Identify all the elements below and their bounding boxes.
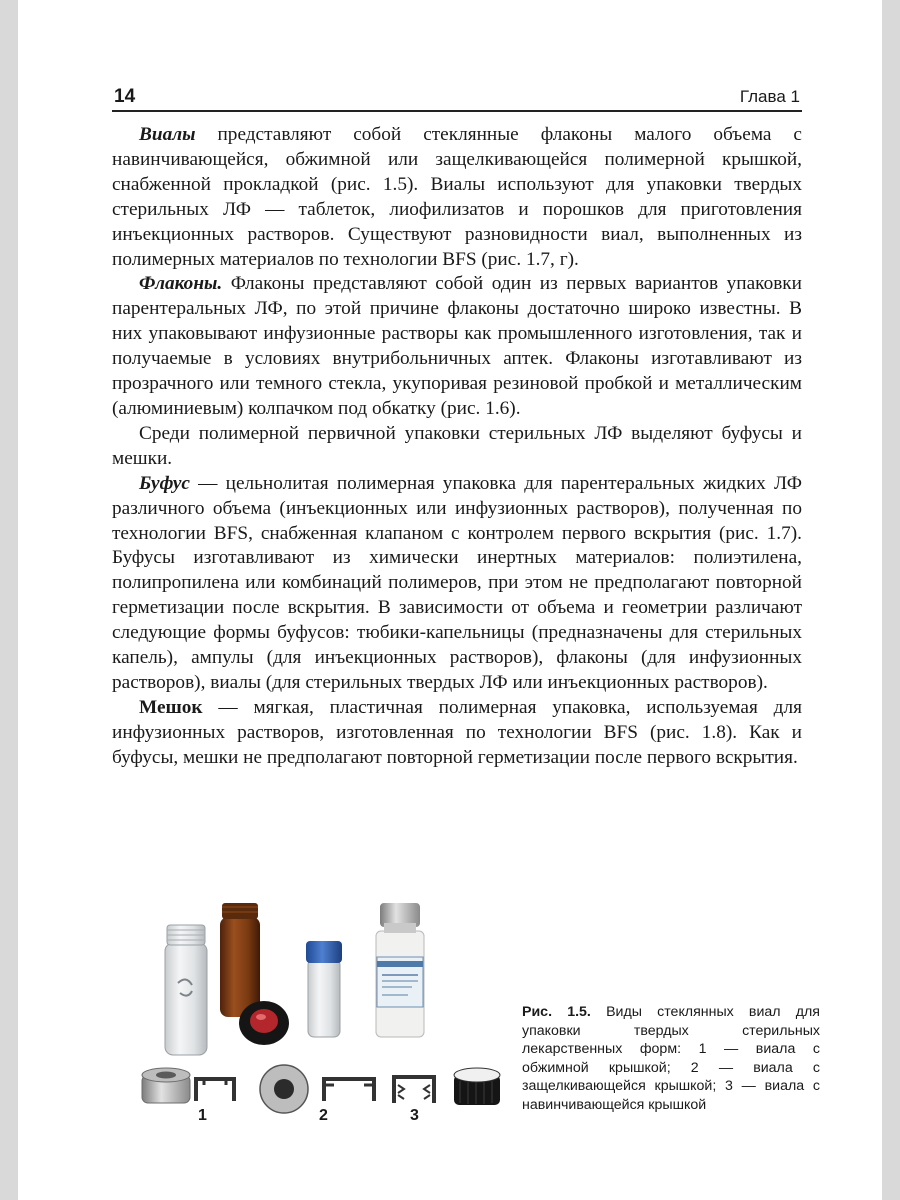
paragraph-bottles-text: Флаконы представляют собой один из первых вариантов упаковки парентеральных ЛФ, по этой причине флаконы достаточно широко известны. В них упаковывают инфузионные растворы как промышленного изготовления, так и получаемые в условиях внутрибольничных аптек. Флаконы изготавливают из прозрачного или темного стекла, укупоривая резиновой пробкой и металлическим (алюминиевым) колпачком под обкатку (рис. 1.6).: [112, 273, 802, 419]
screw-cap-profile-icon: [394, 1077, 434, 1103]
crimp-cap-profile-icon: [196, 1079, 234, 1101]
book-page: [18, 0, 882, 1200]
chapter-label: Глава 1: [739, 87, 800, 106]
paragraph-bufus-text: — цельнолитая полимерная упаковка для парентеральных жидких ЛФ различного объема (инъекционных или инфузионных растворов), полученная по технологии BFS, снабженная клапаном с контролем первого вскрытия (рис. 1.7). Буфусы изготавливают из химически инертных материалов: полиэтилена, полипропилена или комбинаций полимеров, при этом не предполагают повторной герметизации после вскрытия. В зависимости от объема и геометрии различают следующие формы буфусов: тюбики-капельницы (предназначены для стерильных капель), ампулы (для инъекционных растворов), флаконы (для инфузионных растворов), виалы (для стерильных твердых ЛФ или инъекционных растворов).: [112, 472, 802, 693]
running-head: [112, 84, 802, 112]
caption-text: Виды стеклянных виал для упаковки твердых стерильных лекарственных форм: 1 — виала с обжимной крышкой; 2 — виала с защелкивающейся крышкой; 3 — виала с навинчивающейся крышкой: [522, 1004, 820, 1113]
clear-vial-icon: [165, 925, 207, 1055]
crimp-cap-icon: [142, 1068, 190, 1103]
paragraph-polymer-text: Среди полимерной первичной упаковки стерильных ЛФ выделяют буфусы и мешки.: [112, 422, 802, 469]
figure-label-1: 1: [198, 1107, 207, 1124]
paragraph-bag: [112, 696, 802, 771]
paragraph-bottles: [112, 272, 802, 421]
term-vials: Виалы: [139, 124, 196, 145]
screw-cap-icon: [239, 1001, 289, 1045]
paragraph-bag-text: — мягкая, пластичная полимерная упаковка, используемая для инфузионных растворов, изготовленная по технологии BFS (рис. 1.8). Как и буфусы, мешки не предполагают повторной герметизации после первого вскрытия.: [112, 696, 802, 768]
vials-illustration: [112, 895, 522, 1135]
figure-caption: [522, 1003, 820, 1115]
snap-cap-icon: [260, 1065, 308, 1113]
caption-label: Рис. 1.5.: [522, 1004, 591, 1020]
labeled-bottle-icon: [376, 903, 424, 1037]
black-screw-cap-icon: [454, 1068, 500, 1105]
term-bag: Мешок: [139, 696, 203, 718]
term-bufus: Буфус: [139, 472, 190, 494]
paragraph-polymer: [112, 422, 802, 472]
figure-label-3: 3: [410, 1107, 419, 1124]
page-number: 14: [114, 86, 136, 107]
blue-cap-vial-icon: [306, 941, 342, 1037]
paragraph-vials: [112, 123, 802, 272]
paragraph-bufus: [112, 472, 802, 696]
figure-1-5: [112, 895, 824, 1135]
figure-label-2: 2: [319, 1107, 328, 1124]
paragraph-vials-text: представляют собой стеклянные флаконы малого объема с навинчивающейся, обжимной или защелкивающейся полимерной крышкой, снабженной прокладкой (рис. 1.5). Виалы используют для упаковки твердых стерильных ЛФ — таблеток, лиофилизатов и порошков для приготовления инъекционных растворов. Существуют разновидности виал, выполненных из полимерных материалов по технологии BFS (рис. 1.7, г).: [112, 124, 802, 270]
term-bottles: Флаконы.: [139, 273, 223, 295]
amber-vial-icon: [220, 903, 260, 1017]
snap-cap-profile-icon: [324, 1079, 374, 1101]
body-text: [112, 123, 802, 771]
